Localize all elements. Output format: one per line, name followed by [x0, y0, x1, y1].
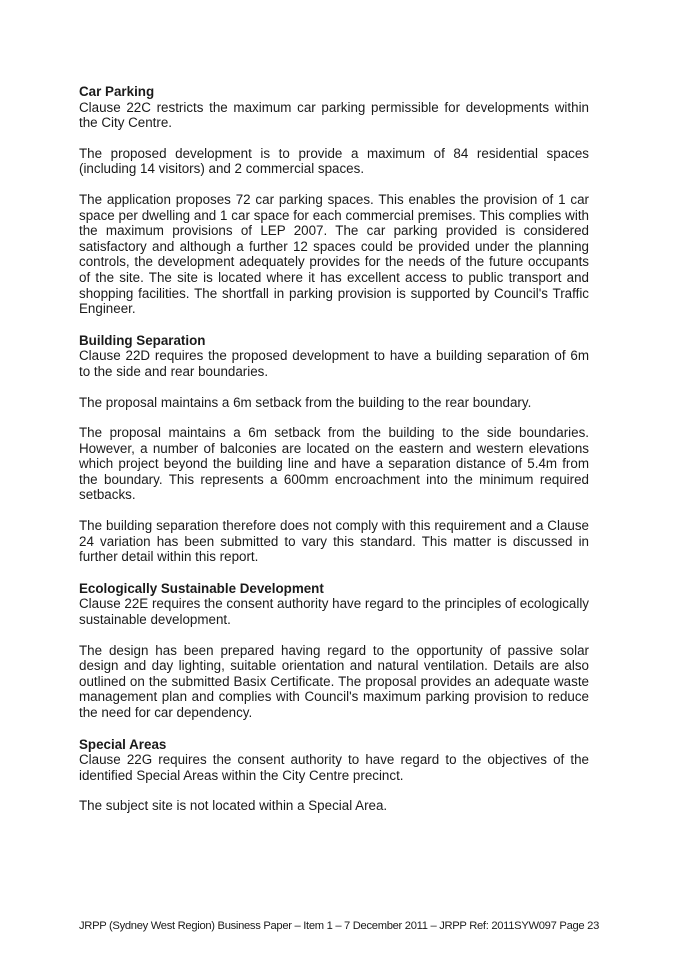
document-body — [79, 84, 589, 814]
paragraph: The proposal maintains a 6m setback from the building to the rear boundary. — [79, 394, 532, 410]
paragraph: The subject site is not located within a Special Area. — [79, 798, 388, 814]
heading-ecologically-sustainable-development: Ecologically Sustainable Development — [79, 580, 324, 596]
paragraph: Clause 22D requires the proposed development to have a building separation of 6m to the side and rear boundaries. — [79, 348, 589, 379]
paragraph: Clause 22E requires the consent authority have regard to the principles of ecologically sustainable development. — [79, 596, 589, 628]
page-number: Page 23 — [559, 920, 599, 932]
paragraph: The building separation therefore does not comply with this requirement and a Clause 24 variation has been submitted to vary this standard. This matter is discussed in further detail within this report. — [79, 518, 589, 565]
paragraph: Clause 22C restricts the maximum car parking permissible for developments within the City Centre. — [79, 99, 589, 131]
paragraph: Clause 22G requires the consent authority to have regard to the objectives of the identified Special Areas within the City Centre precinct. — [79, 752, 589, 783]
paragraph: The proposed development is to provide a maximum of 84 residential spaces (including 14 visitors) and 2 commercial spaces. — [79, 145, 589, 177]
heading-car-parking: Car Parking — [79, 84, 155, 99]
footer-reference: JRPP (Sydney West Region) Business Paper – Item 1 – 7 December 2011 – JRPP Ref: 2011SYW097 — [79, 920, 557, 932]
paragraph: The application proposes 72 car parking spaces. This enables the provision of 1 car space per dwelling and 1 car space for each commercial premises. This complies with the maximum provisions of LEP 2007. The car parking provided is considered satisfactory and although a further 12 spaces could be provided under the planning controls, the development adequately provides for the needs of the future occupants of the site. The site is located where it has excellent access to public transport and shopping facilities. The shortfall in parking provision is supported by Council's Traffic Engineer. — [79, 191, 589, 317]
heading-building-separation: Building Separation — [79, 332, 206, 348]
heading-special-areas: Special Areas — [79, 736, 167, 752]
paragraph: The design has been prepared having regard to the opportunity of passive solar design and day lighting, suitable orientation and natural ventilation. Details are also outlined on the submitted Basix Certificate. The proposal provides an adequate waste management plan and complies with Council's maximum parking provision to reduce the need for car dependency. — [79, 642, 589, 720]
paragraph: The proposal maintains a 6m setback from the building to the side boundaries. However, a number of balconies are located on the eastern and western elevations which project beyond the building line and have a separation distance of 5.4m from the boundary. This represents a 600mm encroachment into the minimum required setbacks. — [79, 425, 589, 503]
